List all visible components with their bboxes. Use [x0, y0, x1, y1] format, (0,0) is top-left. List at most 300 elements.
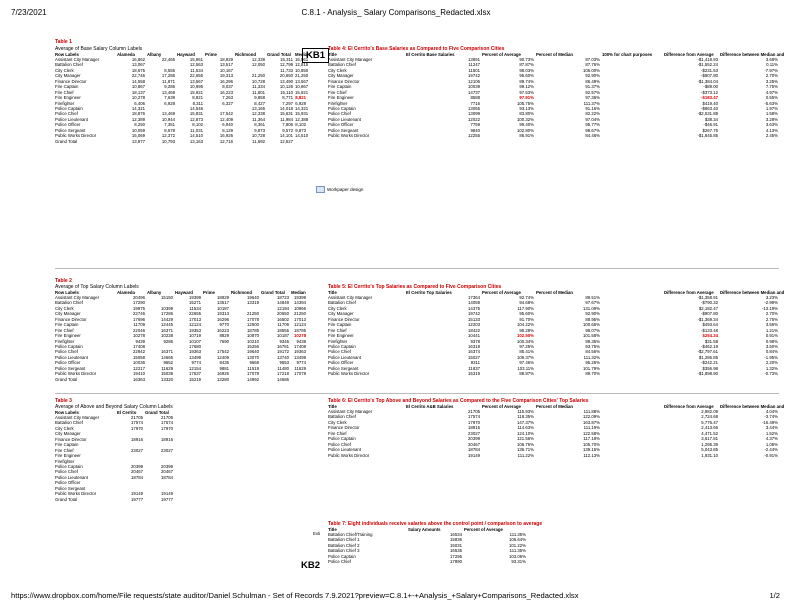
- column-header: Percent of Median: [536, 289, 574, 295]
- table-cell: -$907.80: [701, 311, 718, 317]
- table-cell: 14,018: [279, 105, 293, 111]
- table-cell: 89.51%: [585, 295, 600, 300]
- print-date: 7/23/2021: [11, 8, 47, 17]
- table-cell: 6,406: [134, 100, 145, 106]
- table-cell: 94.68%: [519, 300, 534, 306]
- table-cell: 14849: [277, 300, 289, 306]
- table-cell: 0.55%: [765, 95, 778, 101]
- table-cell: 17408: [133, 343, 145, 349]
- table-cell: 13,977: [131, 138, 145, 144]
- table-cell: Police Lieutenant: [55, 474, 88, 480]
- table-cell: 95.26%: [585, 360, 600, 366]
- column-header: Difference between Median and: [720, 289, 785, 295]
- table-cell: 86.91%: [519, 133, 534, 139]
- table-cell: 9,873: [254, 127, 265, 133]
- table-cell: 17574: [161, 420, 173, 426]
- table-cell: Finance Director: [328, 316, 360, 322]
- table-cell: -$1,384.04: [697, 78, 718, 84]
- table-cell: 9378: [470, 338, 480, 344]
- table-cell: 93.31%: [511, 559, 526, 565]
- table7: [327, 527, 527, 565]
- table-cell: $38.34: [704, 116, 718, 122]
- table-cell: Battalion Chief: [328, 62, 356, 68]
- table-cell: City Clerk: [55, 425, 74, 431]
- table-cell: 10,867: [295, 84, 309, 90]
- table-cell: $2,182.47: [698, 305, 718, 311]
- table-cell: 12,389: [131, 116, 145, 122]
- table-cell: 2,724.68: [701, 414, 718, 420]
- table-cell: 13,517: [219, 62, 233, 68]
- table-cell: 12,799: [279, 62, 293, 68]
- table-cell: 122.58%: [583, 430, 600, 436]
- table-cell: 15219: [189, 376, 201, 382]
- table-cell: $254.34: [702, 333, 718, 339]
- table-cell: Firefighter: [328, 100, 348, 106]
- table-cell: Police Captain: [55, 343, 83, 349]
- table-cell: 14686: [277, 376, 289, 382]
- table-cell: 10,944: [161, 116, 175, 122]
- column-header: Richmond: [235, 51, 257, 57]
- table-cell: 11629: [161, 365, 173, 371]
- table-cell: [290, 377, 307, 382]
- table-cell: 12217: [133, 365, 145, 371]
- table-cell: Battalion Chief 3: [328, 548, 360, 554]
- table-cell: 114.63%: [517, 425, 534, 431]
- table-cell: 18784: [161, 474, 173, 480]
- table-cell: 19399: [189, 295, 201, 300]
- table-cell: 13,567: [295, 78, 309, 84]
- table-cell: 9840: [470, 127, 480, 133]
- table-cell: 13499: [294, 354, 306, 360]
- table-cell: 10187: [277, 333, 289, 339]
- table-cell: 9774: [191, 360, 201, 366]
- footer-url: https://www.dropbox.com/home/File requests/state auditor/Daniel Schulman - Set of Records 7.9.2021?preview=C.8.1+-+Analysis_+Salary+Comparisons_Redacted.xlsx: [11, 591, 579, 600]
- table-cell: 11837: [468, 365, 480, 371]
- table-cell: 13,067: [131, 62, 145, 68]
- table-cell: 21705: [161, 415, 173, 420]
- table-cell: 97.67%: [585, 300, 600, 306]
- table-cell: 100.32%: [517, 116, 534, 122]
- table-cell: 4.97%: [765, 89, 778, 95]
- grand-total-row: [54, 139, 307, 144]
- column-header: Title: [328, 526, 337, 532]
- table-cell: 2.70%: [765, 73, 778, 79]
- table-cell: Firefighter: [55, 338, 75, 344]
- table-cell: 85.41%: [519, 349, 534, 355]
- table-cell: 7.75%: [765, 84, 778, 90]
- table-cell: -$46.91: [703, 122, 718, 128]
- table-cell: 19777: [131, 496, 143, 502]
- table-cell: [601, 453, 663, 458]
- table-cell: 17078: [247, 371, 259, 377]
- table-cell: 102.80%: [517, 127, 534, 133]
- table-cell: Battalion Chief: [55, 420, 83, 426]
- table-cell: 11709: [133, 322, 145, 328]
- table-cell: 3,617.81: [701, 436, 718, 442]
- table-cell: Battalion Chief: [55, 300, 83, 306]
- table-cell: 19313: [217, 311, 229, 317]
- table-cell: 11709: [277, 322, 289, 328]
- table-cell: 13891: [468, 57, 480, 62]
- section-divider: [55, 393, 779, 394]
- table-cell: 9770: [219, 322, 229, 328]
- table-cell: 17078: [247, 316, 259, 322]
- table-cell: 14429: [161, 316, 173, 322]
- table-cell: Public Works Director: [328, 452, 370, 458]
- table-cell: -$963.40: [701, 105, 718, 111]
- table-cell: Fire Chief: [55, 89, 74, 95]
- table2-title: Table 2: [55, 278, 72, 284]
- table-cell: Police Sergeant: [55, 127, 86, 133]
- table-cell: Police Chief: [55, 469, 78, 475]
- table-cell: 84.46%: [585, 133, 600, 139]
- table-cell: 97.46%: [519, 360, 534, 366]
- table-cell: 4.04%: [765, 409, 778, 414]
- table-cell: 3.69%: [765, 57, 778, 62]
- table-cell: 17696: [133, 316, 145, 322]
- column-header: Difference between Median and: [720, 403, 785, 409]
- column-header: Hayward: [177, 51, 195, 57]
- table-cell: -$1,358.91: [697, 295, 718, 300]
- table-cell: -7.97%: [764, 67, 778, 73]
- table-cell: 7716: [470, 100, 480, 106]
- table-cell: 12,873: [189, 116, 203, 122]
- table-cell: 14,558: [131, 78, 145, 84]
- table-cell: -$242.21: [701, 360, 718, 366]
- table-cell: $493.64: [702, 322, 718, 328]
- table-cell: 9439: [135, 338, 145, 344]
- table-cell: Police Lieutenant: [328, 354, 361, 360]
- table-cell: City Clerk: [55, 67, 74, 73]
- table-cell: Police Captain: [328, 553, 356, 559]
- table-cell: 10,867: [131, 84, 145, 90]
- table3: [54, 410, 174, 502]
- table-cell: 18785: [247, 327, 259, 333]
- table-cell: 10,995: [189, 84, 203, 90]
- table-cell: Assistant City Manager: [55, 295, 100, 300]
- table-cell: 12500: [247, 322, 259, 328]
- table-cell: 12124: [294, 322, 306, 328]
- table-cell: 18916: [468, 425, 480, 431]
- table-cell: 14665: [161, 354, 173, 360]
- table-cell: 13,163: [189, 138, 203, 144]
- column-header: Percent of Average: [482, 51, 521, 57]
- table-cell: 6,928: [295, 100, 306, 106]
- table-cell: 12022: [468, 116, 480, 122]
- column-header: Difference between Median and: [720, 51, 785, 57]
- table-cell: Fire Chief: [328, 89, 347, 95]
- table-cell: 11,984: [280, 116, 293, 122]
- table-cell: City Clerk: [328, 305, 347, 311]
- table-cell: 20,650: [279, 73, 293, 79]
- table-cell: 1.06%: [765, 441, 778, 447]
- table-cell: 10278: [294, 333, 306, 339]
- table-cell: 14,546: [189, 105, 203, 111]
- table-cell: 12445: [161, 322, 173, 328]
- table-cell: 88.95%: [585, 316, 600, 322]
- table-cell: 101.58%: [583, 333, 600, 339]
- table-cell: 18555: [277, 327, 289, 333]
- table-cell: 12,815: [295, 62, 309, 68]
- table-cell: 11,534: [190, 67, 203, 73]
- table-cell: Police Captain: [328, 343, 356, 349]
- table-cell: Police Captain: [328, 436, 356, 442]
- column-header: Grand Total: [267, 51, 291, 57]
- table-cell: 95.60%: [519, 73, 534, 79]
- table-cell: Firefighter: [55, 100, 75, 106]
- table-cell: 97.04%: [585, 116, 600, 122]
- table-cell: 100.65%: [583, 322, 600, 328]
- table-cell: 3.50%: [765, 343, 778, 349]
- table-cell: 18,137: [131, 89, 145, 95]
- grand-total-row: [54, 377, 307, 382]
- table-cell: 15,069: [131, 133, 145, 139]
- table-cell: 18785: [294, 327, 306, 333]
- table-cell: 10107: [189, 338, 201, 344]
- column-header: Median: [291, 289, 306, 295]
- table-cell: 22046: [133, 327, 145, 333]
- column-header: Difference from Average: [664, 289, 714, 295]
- table-cell: 20399: [161, 463, 173, 469]
- table3-title: Table 3: [55, 398, 72, 404]
- table-cell: Police Captain: [328, 105, 356, 111]
- table-cell: 14,321: [295, 105, 309, 111]
- table-cell: 118.35%: [517, 414, 534, 420]
- table-cell: 6,327: [222, 100, 233, 106]
- table-cell: 3.56%: [765, 322, 778, 328]
- table-cell: 19399: [294, 295, 306, 300]
- table-cell: -2.99%: [764, 300, 778, 306]
- table-cell: 99.35%: [585, 338, 600, 344]
- workpaper-design-badge: [316, 186, 363, 193]
- table-cell: 17286: [161, 311, 173, 317]
- table1: [54, 51, 310, 144]
- table-cell: Fire Captain: [328, 322, 352, 328]
- table-cell: Finance Director: [55, 316, 87, 322]
- table-cell: 84.56%: [585, 349, 600, 355]
- table-cell: 97.36%: [585, 95, 600, 101]
- column-header: El Cerrito: [117, 409, 137, 415]
- table-cell: 17078: [294, 371, 306, 377]
- table-cell: 12409: [217, 354, 229, 360]
- table-cell: 111.88%: [583, 409, 600, 414]
- table-cell: Fire Chief: [328, 430, 347, 436]
- table-cell: 10441: [468, 333, 480, 339]
- table-cell: -$907.80: [701, 73, 718, 79]
- grand-total-row: [54, 497, 174, 502]
- table-cell: 0.11%: [766, 62, 778, 68]
- table-cell: 18422: [468, 327, 480, 333]
- table-cell: 22,465: [161, 57, 175, 62]
- table-cell: 15,631: [279, 111, 293, 117]
- table-cell: -$2,797.61: [697, 349, 718, 355]
- table-cell: $267.75: [702, 127, 718, 133]
- table-cell: 14059: [468, 300, 480, 306]
- table-cell: 91.70%: [519, 316, 534, 322]
- column-header: El Cerrito Base Salaries: [406, 51, 455, 57]
- column-header: Albany: [147, 289, 162, 295]
- table-cell: 12,716: [219, 138, 233, 144]
- column-header: Row Labels: [55, 51, 79, 57]
- table-cell: 15,311: [280, 57, 293, 62]
- table-cell: 106.00%: [583, 67, 600, 73]
- table-cell: 19172: [277, 349, 289, 355]
- table-cell: 112.13%: [583, 452, 600, 458]
- column-header: Title: [328, 51, 337, 57]
- table-cell: 101.22%: [509, 542, 526, 548]
- table-cell: 99.28%: [519, 327, 534, 333]
- table-cell: 10870: [247, 333, 259, 339]
- table-cell: 17013: [294, 316, 306, 322]
- table-cell: 17680: [189, 343, 201, 349]
- column-header: Alameda: [117, 289, 135, 295]
- table2: [54, 290, 307, 382]
- table-cell: 15133: [468, 316, 480, 322]
- table4-title: Table 4: El Cerrito's Base Salaries as Compared to Five Comparison Cities: [328, 46, 505, 52]
- table-cell: 20399: [131, 463, 143, 469]
- table-cell: Police Lieutenant: [328, 447, 361, 453]
- table-cell: 8,037: [222, 84, 233, 90]
- table-cell: 10719: [189, 333, 201, 339]
- table-cell: Assistant City Manager: [328, 295, 373, 300]
- table-cell: 105.75%: [517, 100, 534, 106]
- table-cell: Police Sergeant: [328, 365, 359, 371]
- table-cell: 19975: [133, 305, 145, 311]
- table-cell: Fire Engineer: [328, 95, 354, 101]
- table-cell: Police Officer: [55, 360, 81, 366]
- table-cell: 17637: [189, 371, 201, 377]
- table-cell: 82.22%: [585, 111, 600, 117]
- table-cell: 10,059: [131, 127, 145, 133]
- table-cell: 16319: [468, 343, 480, 349]
- table-cell: 17574: [131, 420, 143, 426]
- table-cell: 8436: [219, 360, 229, 366]
- table-cell: 109.37%: [517, 354, 534, 360]
- table-cell: 111.32%: [583, 354, 600, 360]
- table-cell: 12203: [468, 322, 480, 328]
- table-cell: 10039: [468, 84, 480, 90]
- table-cell: 88.97%: [519, 371, 534, 377]
- table-cell: -$1,845.85: [697, 133, 718, 139]
- table-cell: Public Works Director: [55, 491, 97, 497]
- table-cell: $31.58: [704, 338, 718, 344]
- table-cell: 21,250: [251, 73, 265, 79]
- table-cell: 89.70%: [585, 371, 600, 377]
- table-cell: 19363: [189, 349, 201, 355]
- table-cell: 121.56%: [517, 436, 534, 442]
- table-cell: 3.63%: [765, 122, 778, 128]
- table6: [327, 403, 785, 458]
- table-cell: -$2,531.89: [697, 111, 718, 117]
- table-cell: 18929: [217, 295, 229, 300]
- table-cell: 15271: [189, 300, 201, 306]
- table-cell: 19,313: [219, 73, 233, 79]
- table-cell: Assistant City Manager: [328, 409, 373, 414]
- table-cell: City Clerk: [55, 305, 74, 311]
- table-cell: 2,413.66: [701, 425, 718, 431]
- table-cell: 14394: [294, 300, 306, 306]
- table-cell: 18,876: [131, 111, 145, 117]
- table-cell: 8829: [219, 333, 229, 339]
- table-cell: 23027: [161, 447, 173, 453]
- table-cell: 14,101: [279, 133, 293, 139]
- table-cell: 10,126: [279, 84, 293, 90]
- table-cell: 7759: [470, 122, 480, 128]
- table-cell: 21250: [294, 311, 306, 317]
- table-cell: 7,639: [164, 95, 175, 101]
- table-cell: 11,871: [162, 78, 175, 84]
- table-cell: 11629: [294, 365, 306, 371]
- table-cell: 2.20%: [765, 360, 778, 366]
- table-cell: 20650: [277, 311, 289, 317]
- table-cell: 16374: [468, 349, 480, 355]
- table-cell: Police Chief: [55, 111, 78, 117]
- table-cell: 1.32%: [765, 365, 778, 371]
- table-cell: Grand Total: [55, 138, 78, 144]
- table-cell: City Clerk: [328, 419, 347, 425]
- table-cell: 19777: [161, 496, 173, 502]
- table-cell: Fire Captain: [55, 84, 79, 90]
- table-cell: 139.15%: [583, 447, 600, 453]
- table-cell: Police Chief: [328, 441, 351, 447]
- table-cell: 10,793: [161, 138, 175, 144]
- table-cell: 15256: [247, 343, 259, 349]
- table-cell: 7,263: [222, 95, 233, 101]
- table-cell: [294, 139, 307, 144]
- table-cell: 3.23%: [765, 295, 778, 300]
- table-cell: -$1,419.93: [697, 57, 718, 62]
- table-cell: -$790.32: [701, 300, 718, 306]
- table-cell: 8,311: [192, 100, 203, 106]
- table-cell: Police Officer: [328, 360, 354, 366]
- table-cell: 19742: [468, 73, 480, 79]
- table-cell: 15150: [161, 295, 173, 300]
- table-cell: Finance Director: [55, 436, 87, 442]
- table-cell: 12,527: [279, 138, 293, 144]
- table-cell: 22,746: [131, 73, 145, 79]
- table-cell: 11480: [277, 365, 289, 371]
- table-cell: 17890: [450, 559, 462, 565]
- table-cell: 111.19%: [583, 425, 600, 431]
- table-cell: 13740: [277, 354, 289, 360]
- column-header: Alameda: [117, 51, 135, 57]
- table-cell: 0.98%: [765, 338, 778, 344]
- table-cell: Police Chief: [328, 559, 351, 565]
- table-cell: 10966: [294, 305, 306, 311]
- table-cell: 16534: [450, 532, 462, 537]
- table-cell: 92.74%: [519, 295, 534, 300]
- table-cell: 12,388: [295, 116, 309, 122]
- column-header: Title: [328, 403, 337, 409]
- table-cell: 105.70%: [583, 441, 600, 447]
- table-cell: 17574: [468, 414, 480, 420]
- table-cell: 17,286: [161, 73, 175, 79]
- table-cell: 87.03%: [585, 57, 600, 62]
- table-cell: Police Lieutenant: [55, 116, 88, 122]
- table-cell: City Manager: [55, 311, 81, 317]
- table-cell: 1.97%: [765, 105, 778, 111]
- table-cell: 18784: [131, 474, 143, 480]
- table-cell: 19742: [468, 311, 480, 317]
- table-cell: 12194: [277, 305, 289, 311]
- column-header: Grand Total: [261, 289, 285, 295]
- table-cell: 86.49%: [585, 78, 600, 84]
- table-cell: $1,286.85: [698, 354, 718, 360]
- column-header: Difference from Average: [664, 403, 714, 409]
- table2-caption: Average of Top Salary Column Labels: [55, 284, 139, 290]
- table-cell: 97.91%: [519, 95, 534, 101]
- table-cell: 19640: [247, 349, 259, 355]
